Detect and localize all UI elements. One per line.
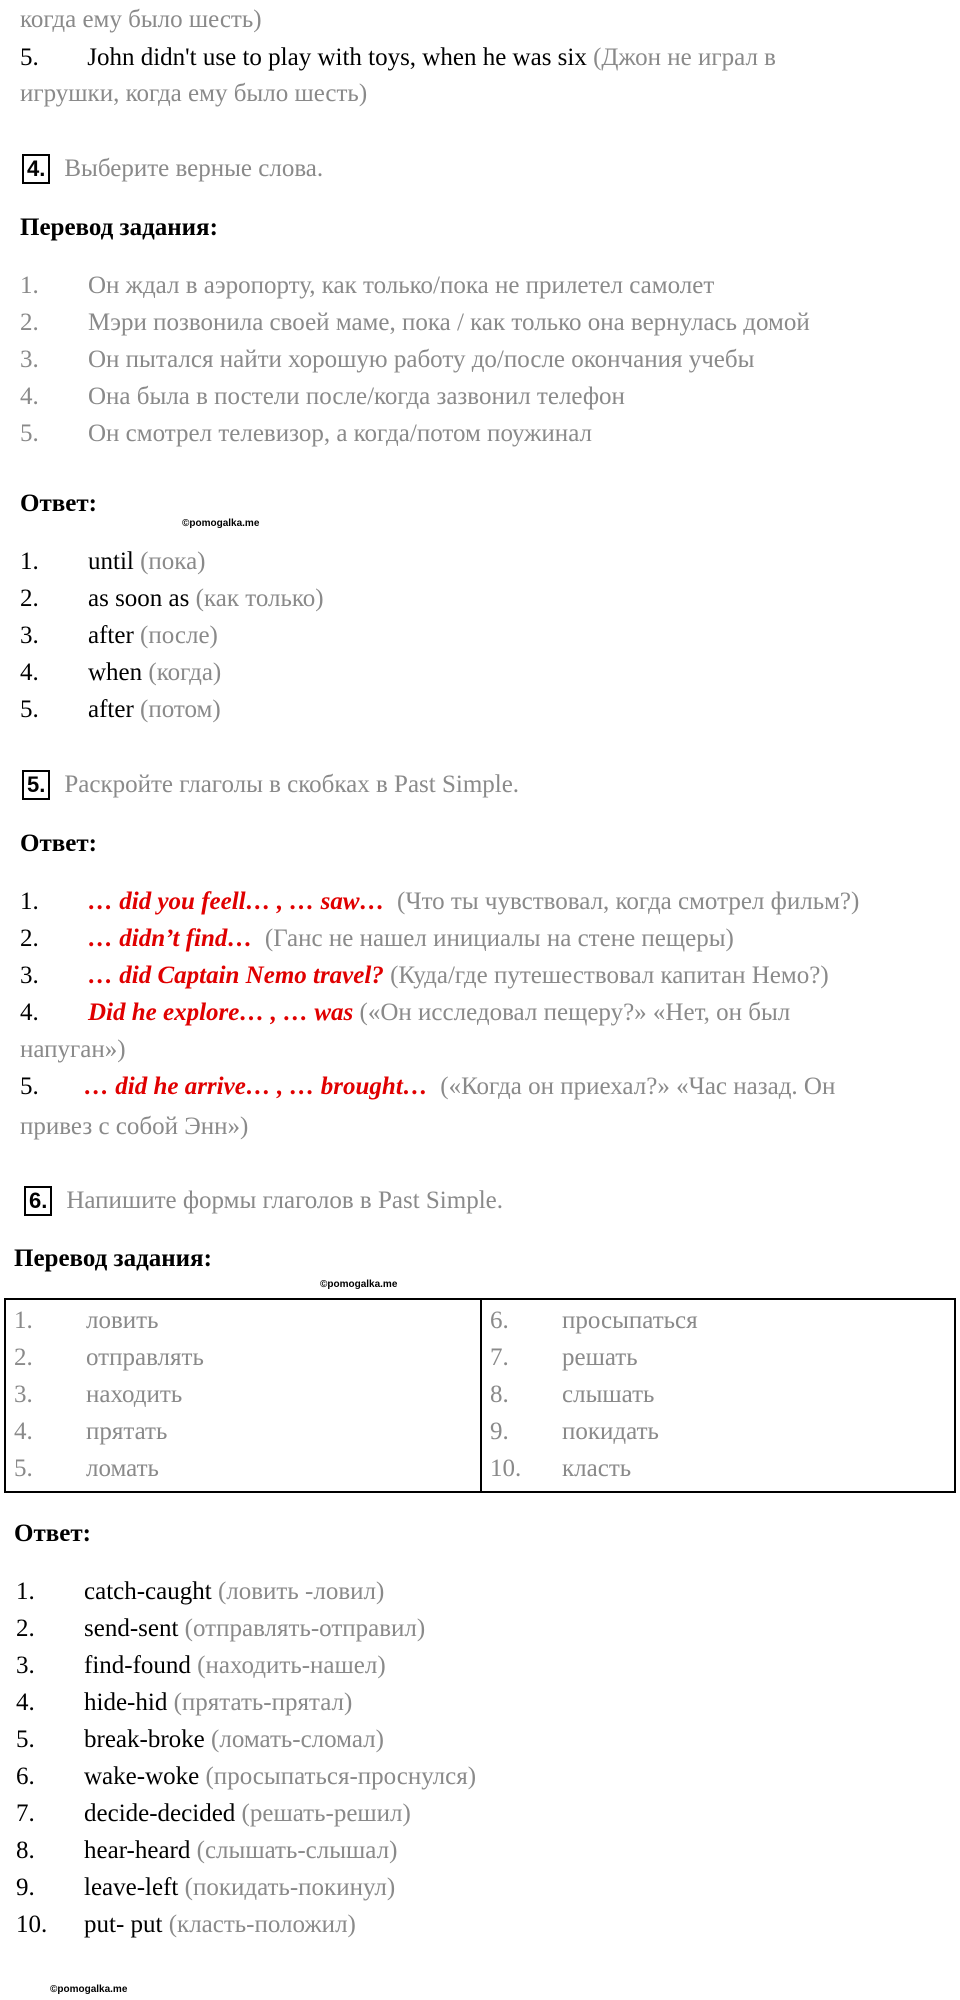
list-item [20,884,940,921]
task-instruction: Напишите формы глаголов в Past Simple. [66,1187,503,1214]
cell-text: отправлять [86,1344,204,1371]
answer-russian: («Он исследовал пещеру?» «Нет, он был [359,999,791,1026]
answer-english: send-sent [84,1615,179,1642]
list-item [16,1907,936,1944]
item-text: Он смотрел телевизор, а когда/потом поужинал [88,420,592,447]
answer-english: when [88,659,143,686]
answer-russian-continued: напуган») [20,1036,126,1063]
cell-text: просыпаться [562,1307,698,1334]
list-item [16,1648,936,1685]
item-number: 1. [16,1578,35,1605]
list-item [20,692,940,729]
table-column-left [5,1299,481,1492]
answer-english: find-found [84,1652,191,1679]
answer-russian: (пока) [140,548,206,575]
item-number: 1. [20,548,39,575]
item-number: 7. [16,1800,35,1827]
item-number: 10. [16,1911,48,1938]
table-row [6,1339,480,1376]
answer-russian: (просыпаться-проснулся) [205,1763,477,1790]
task-instruction: Выберите верные слова. [64,155,324,182]
item-number: 1. [20,272,39,299]
cell-text: ломать [86,1455,159,1482]
intro-line-2: игрушки, когда ему было шесть) [20,80,368,107]
task-number-box: 6. [24,1186,52,1216]
answer-russian: (прятать-прятал) [173,1689,353,1716]
answer-russian: (решать-решил) [241,1800,411,1827]
item-number: 2. [20,309,39,336]
table-row [482,1339,954,1376]
item-number: 4. [20,659,39,686]
answer-english: hide-hid [84,1689,168,1716]
table-row [482,1302,954,1339]
cell-text: класть [562,1455,632,1482]
answer-verbs: … did he arrive… , … brought… [84,1073,428,1100]
intro-item-5 [20,40,940,76]
cell-text: решать [562,1344,638,1371]
item-number: 5. [20,696,39,723]
cell-text: ловить [86,1307,159,1334]
answer-english: after [88,696,134,723]
answer-russian: (после) [140,622,218,649]
list-item [20,268,940,305]
list-item [20,342,940,379]
task-4-answer-list [20,544,940,729]
item-text: Она была в постели после/когда зазвонил телефон [88,383,625,410]
cell-number: 7. [490,1344,509,1371]
list-item [20,305,940,342]
answer-russian: (Что ты чувствовал, когда смотрел фильм?) [397,888,860,915]
answer-russian: (отправлять-отправил) [184,1615,426,1642]
task-number-box: 4. [22,154,50,184]
list-item [16,1611,936,1648]
table-row [482,1450,954,1487]
list-item [16,1574,936,1611]
list-item [20,544,940,581]
answer-english: break-broke [84,1726,205,1753]
intro-item-number: 5. [20,44,39,71]
translation-heading: Перевод задания: [20,214,218,241]
item-number: 1. [20,888,39,915]
answer-russian: (потом) [140,696,221,723]
verbs-table [4,1298,956,1493]
answer-english: decide-decided [84,1800,236,1827]
cell-number: 6. [490,1307,509,1334]
item-number: 3. [20,346,39,373]
table-row [482,1413,954,1450]
answer-verbs: … did you feell… , … saw… [88,888,385,915]
answer-english: hear-heard [84,1837,191,1864]
item-number: 4. [20,383,39,410]
task-number-box: 5. [22,770,50,800]
cell-text: покидать [562,1418,659,1445]
list-item [20,921,940,958]
item-number: 5. [20,1073,39,1100]
answer-verbs: Did he explore… , … was [88,999,354,1026]
table-row [482,1376,954,1413]
table-row [6,1302,480,1339]
table-row [6,1450,480,1487]
intro-item-english: John didn't use to play with toys, when he was six [87,44,587,71]
table-column-right [481,1299,955,1492]
list-item [20,379,940,416]
item-number: 2. [20,925,39,952]
task-6-answer-list [16,1574,936,1944]
list-item [20,416,940,453]
answer-russian: (как только) [195,585,324,612]
intro-item-russian: (Джон не играл в [593,44,776,71]
list-item [20,655,940,692]
list-item [20,958,940,995]
answer-english: leave-left [84,1874,179,1901]
answer-russian: (слышать-слышал) [196,1837,398,1864]
task-4-translation-list [20,268,940,453]
item-text: Он пытался найти хорошую работу до/после окончания учебы [88,346,755,373]
answer-english: after [88,622,134,649]
answer-russian: (когда) [148,659,222,686]
list-item [16,1870,936,1907]
answer-english: catch-caught [84,1578,212,1605]
cell-number: 4. [14,1418,33,1445]
table-row [6,1413,480,1450]
answer-heading: Ответ: [20,830,97,857]
task-instruction: Раскройте глаголы в скобках в Past Simple. [64,771,520,798]
answer-english: put- put [84,1911,163,1938]
item-text: Он ждал в аэропорту, как только/пока не прилетел самолет [88,272,715,299]
item-number: 8. [16,1837,35,1864]
answer-russian: (ломать-сломал) [211,1726,384,1753]
item-number: 3. [20,962,39,989]
answer-russian: (ловить -ловил) [217,1578,385,1605]
answer-english: until [88,548,134,575]
item-number: 2. [16,1615,35,1642]
answer-verbs: … did Captain Nemo travel? [88,962,384,989]
task-5-header [22,770,519,800]
answer-russian: (класть-положил) [168,1911,356,1938]
footer-watermark: ©pomogalka.me [50,1984,128,1995]
cell-text: прятать [86,1418,168,1445]
item-number: 5. [16,1726,35,1753]
watermark: ©pomogalka.me [182,518,260,529]
item-text: Мэри позвонила своей маме, пока / как только она вернулась домой [88,309,810,336]
intro-line: когда ему было шесть) [20,6,262,33]
list-item [16,1685,936,1722]
list-item [16,1796,936,1833]
list-item [20,1069,940,1109]
table-row [6,1376,480,1413]
list-item [16,1759,936,1796]
cell-text: слышать [562,1381,655,1408]
task-4-header [22,154,323,184]
item-number: 6. [16,1763,35,1790]
cell-number: 1. [14,1307,33,1334]
list-item [20,995,940,1032]
cell-text: находить [86,1381,183,1408]
list-item-continuation [20,1032,940,1069]
item-number: 3. [20,622,39,649]
translation-heading: Перевод задания: [14,1245,212,1272]
cell-number: 2. [14,1344,33,1371]
list-item [20,581,940,618]
item-number: 3. [16,1652,35,1679]
watermark: ©pomogalka.me [320,1279,398,1290]
answer-russian: (Ганс не нашел инициалы на стене пещеры) [264,925,734,952]
answer-russian: («Когда он приехал?» «Час назад. Он [440,1073,836,1100]
answer-heading: Ответ: [14,1520,91,1547]
answer-russian: (находить-нашел) [197,1652,386,1679]
cell-number: 3. [14,1381,33,1408]
cell-number: 8. [490,1381,509,1408]
cell-number: 5. [14,1455,33,1482]
list-item [20,618,940,655]
cell-number: 10. [490,1455,522,1482]
answer-russian-continued: привез с собой Энн») [20,1113,249,1140]
item-number: 4. [20,999,39,1026]
answer-russian: (покидать-покинул) [184,1874,396,1901]
answer-english: as soon as [88,585,190,612]
answer-heading: Ответ: [20,490,97,517]
item-number: 4. [16,1689,35,1716]
item-number: 5. [20,420,39,447]
item-number: 2. [20,585,39,612]
list-item [16,1833,936,1870]
cell-number: 9. [490,1418,509,1445]
answer-verbs: … didn’t find… [88,925,253,952]
task-6-header [24,1186,503,1216]
task-5-answer-list [20,884,940,1146]
item-number: 9. [16,1874,35,1901]
list-item-continuation [20,1109,940,1146]
list-item [16,1722,936,1759]
answer-russian: (Куда/где путешествовал капитан Немо?) [390,962,829,989]
answer-english: wake-woke [84,1763,200,1790]
